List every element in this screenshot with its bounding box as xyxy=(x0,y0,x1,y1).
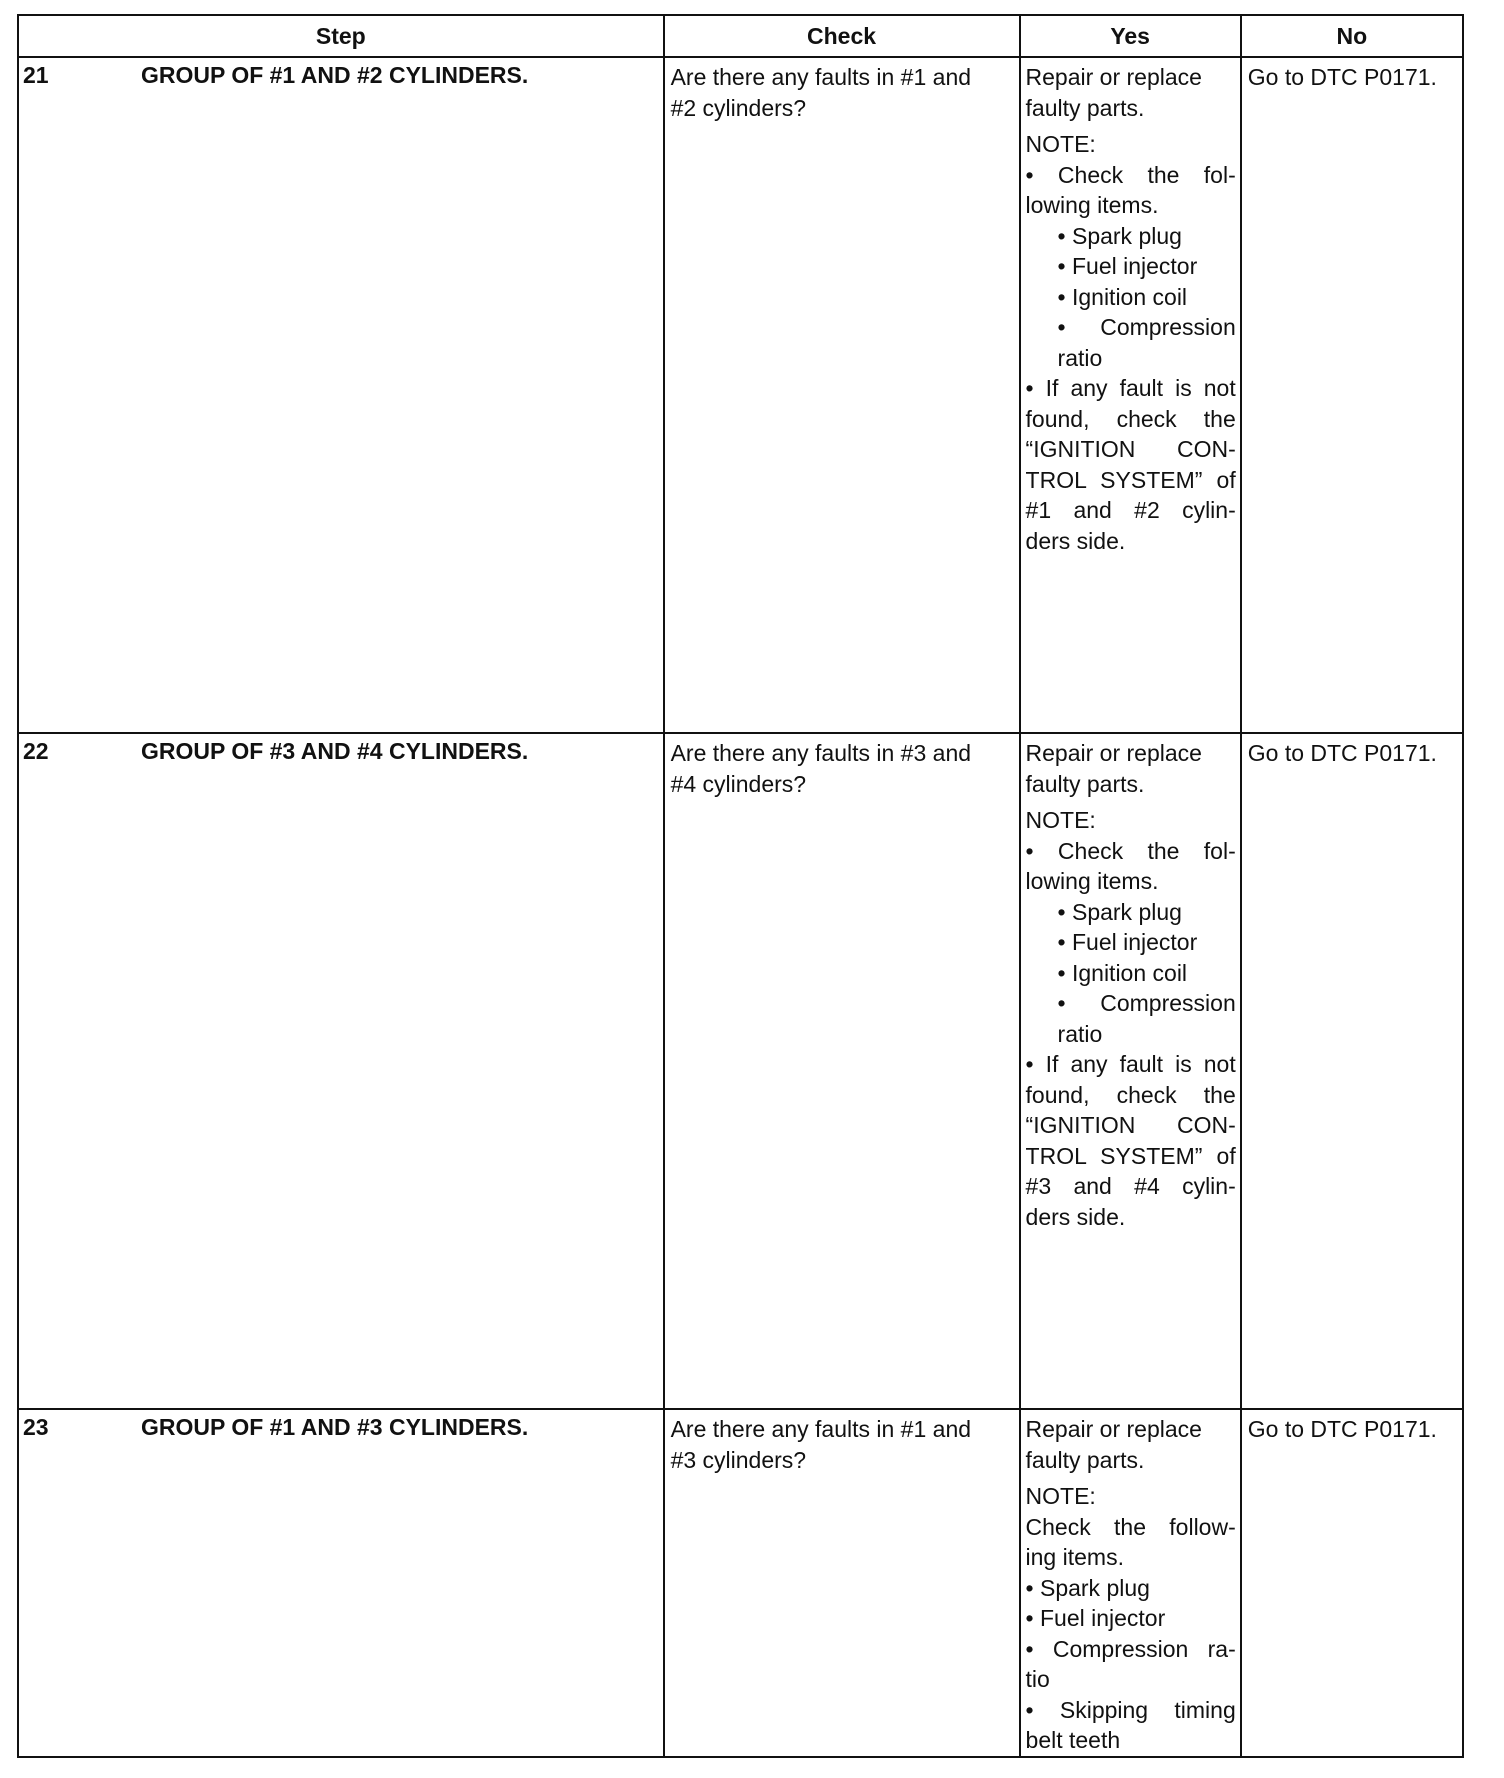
yes-text-line: faulty parts. xyxy=(1025,770,1145,797)
yes-subitem: • Ignition coil xyxy=(1057,283,1188,310)
yes-text-line: Repair or replace xyxy=(1025,740,1202,766)
header-no: No xyxy=(1241,15,1463,57)
yes-subitem: • Compression xyxy=(1057,314,1236,340)
yes-subitem: • Spark plug xyxy=(1057,898,1182,925)
no-cell xyxy=(1241,57,1463,733)
yes-cell xyxy=(1020,1409,1241,1757)
step-number: 23 xyxy=(23,1414,49,1440)
check-text-line: #2 cylinders? xyxy=(670,94,807,121)
yes-text-line: • If any fault is not xyxy=(1025,375,1236,401)
yes-text-line: #1 and #2 cylin- xyxy=(1025,497,1236,523)
yes-text-line: lowing items. xyxy=(1025,192,1159,218)
check-text-line: #4 cylinders? xyxy=(670,770,807,797)
step-number: 21 xyxy=(23,62,49,88)
yes-subitem: • Compression xyxy=(1057,990,1236,1016)
yes-cell xyxy=(1020,733,1241,1409)
yes-subitem: ratio xyxy=(1057,344,1103,371)
yes-text-line: faulty parts. xyxy=(1025,1446,1145,1473)
yes-text-line: • Check the fol- xyxy=(1025,837,1236,864)
table-row xyxy=(18,1409,1463,1757)
header-step: Step xyxy=(18,15,664,57)
note-label: NOTE: xyxy=(1025,1483,1096,1509)
diagnostic-table xyxy=(17,14,1464,1758)
yes-subitem: • Fuel injector xyxy=(1025,1605,1166,1631)
check-cell xyxy=(664,57,1020,733)
check-text-line: Are there any faults in #1 and xyxy=(670,64,972,90)
check-text-line: Are there any faults in #1 and xyxy=(670,1416,972,1442)
yes-text-line: TROL SYSTEM” of xyxy=(1025,1142,1236,1169)
yes-text-line: faulty parts. xyxy=(1025,94,1145,121)
no-text: Go to DTC P0171. xyxy=(1247,740,1437,766)
yes-text-line: ders side. xyxy=(1025,1203,1126,1230)
yes-subitem: • Spark plug xyxy=(1025,1574,1150,1601)
yes-text-line: lowing items. xyxy=(1025,868,1159,894)
yes-text-line: TROL SYSTEM” of xyxy=(1025,466,1236,493)
step-title: GROUP OF #3 AND #4 CYLINDERS. xyxy=(141,738,529,764)
yes-text-line: found, check the xyxy=(1025,1081,1236,1108)
yes-subitem: • Compression ra- xyxy=(1025,1635,1236,1662)
yes-text-line: Repair or replace xyxy=(1025,1416,1202,1442)
table-row xyxy=(18,733,1463,1409)
no-cell xyxy=(1241,733,1463,1409)
no-text: Go to DTC P0171. xyxy=(1247,1416,1437,1442)
yes-subitem: • Skipping timing xyxy=(1025,1696,1236,1723)
check-cell xyxy=(664,733,1020,1409)
yes-subitem: belt teeth xyxy=(1025,1727,1121,1753)
yes-subitem: ratio xyxy=(1057,1020,1103,1047)
no-cell xyxy=(1241,1409,1463,1757)
check-text-line: Are there any faults in #3 and xyxy=(670,740,972,766)
step-number: 22 xyxy=(23,738,49,764)
yes-text-line: found, check the xyxy=(1025,405,1236,432)
note-label: NOTE: xyxy=(1025,131,1096,157)
step-title: GROUP OF #1 AND #2 CYLINDERS. xyxy=(141,62,529,88)
yes-text-line: ing items. xyxy=(1025,1544,1124,1570)
header-yes: Yes xyxy=(1020,15,1241,57)
check-cell xyxy=(664,1409,1020,1757)
yes-subitem: • Fuel injector xyxy=(1057,929,1198,955)
yes-subitem: • Fuel injector xyxy=(1057,253,1198,279)
header-check: Check xyxy=(664,15,1020,57)
yes-cell xyxy=(1020,57,1241,733)
header-row xyxy=(18,15,1463,57)
note-label: NOTE: xyxy=(1025,807,1096,833)
check-text-line: #3 cylinders? xyxy=(670,1446,807,1473)
yes-text-line: • Check the fol- xyxy=(1025,161,1236,188)
step-title: GROUP OF #1 AND #3 CYLINDERS. xyxy=(141,1414,529,1440)
yes-subitem: • Spark plug xyxy=(1057,222,1182,249)
yes-text-line: • If any fault is not xyxy=(1025,1051,1236,1077)
yes-text-line: ders side. xyxy=(1025,527,1126,554)
no-text: Go to DTC P0171. xyxy=(1247,64,1437,90)
yes-subitem: • Ignition coil xyxy=(1057,959,1188,986)
yes-text-line: “IGNITION CON- xyxy=(1025,436,1236,462)
step-cell xyxy=(18,1409,664,1757)
step-cell xyxy=(18,57,664,733)
yes-text-line: #3 and #4 cylin- xyxy=(1025,1173,1236,1199)
yes-text-line: Check the follow- xyxy=(1025,1513,1236,1540)
yes-text-line: Repair or replace xyxy=(1025,64,1202,90)
yes-text-line: “IGNITION CON- xyxy=(1025,1112,1236,1138)
table-row xyxy=(18,57,1463,733)
yes-subitem: tio xyxy=(1025,1666,1050,1692)
step-cell xyxy=(18,733,664,1409)
